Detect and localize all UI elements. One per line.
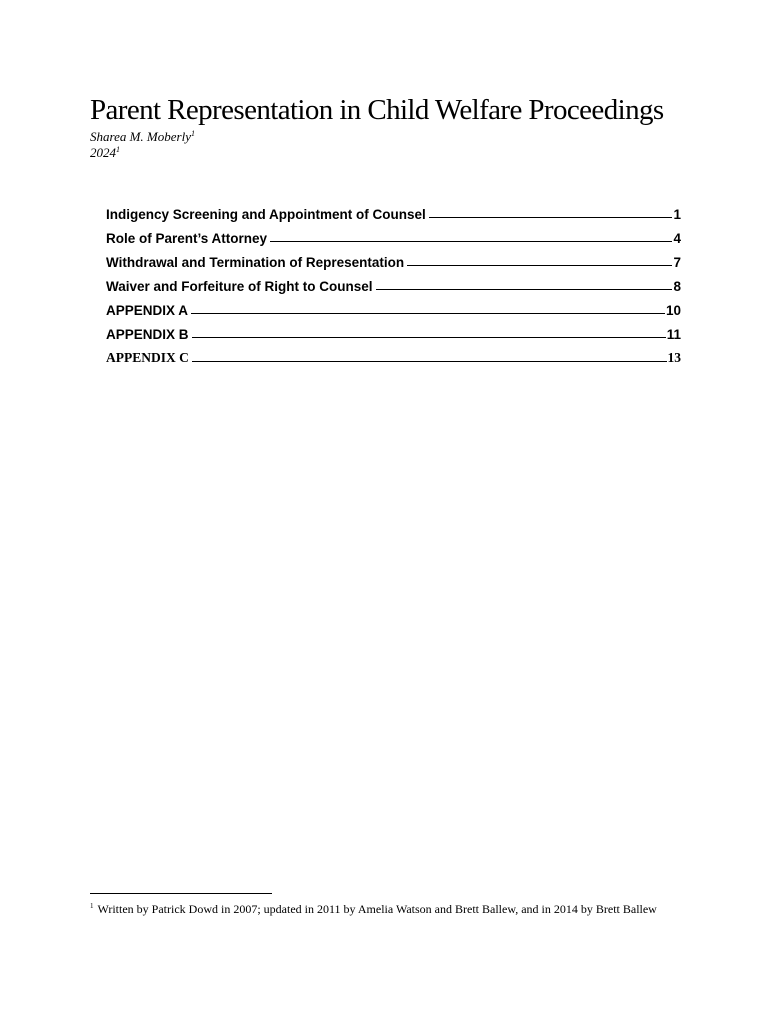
document-year: 2024 [90,145,116,160]
toc-entry-label: APPENDIX C [106,350,189,365]
author-line [90,129,195,144]
year-footnote-ref[interactable]: 1 [116,145,120,154]
toc-entry-page: 7 [673,255,681,270]
table-of-contents [106,198,681,366]
toc-leader-line [407,265,672,266]
year-line [90,145,120,160]
toc-entry-appendix-b[interactable] [106,318,681,342]
toc-entry-page: 1 [673,207,681,222]
footnote-text: Written by Patrick Dowd in 2007; updated in 2011 by Amelia Watson and Brett Ballew, and in 2014 by Brett Ballew [97,902,657,916]
footnote-separator [90,893,272,894]
toc-entry-appendix-a[interactable] [106,294,681,318]
toc-entry-page: 11 [666,327,681,342]
footnote-marker: 1 [90,902,94,910]
toc-leader-line [270,241,672,242]
toc-entry-label: APPENDIX B [106,327,189,342]
toc-entry-page: 13 [667,350,681,365]
toc-entry-page: 8 [673,279,681,294]
author-footnote-ref[interactable]: 1 [190,129,195,138]
toc-leader-line [192,361,667,362]
toc-entry-label: Indigency Screening and Appointment of Counsel [106,207,426,222]
toc-entry-label: Waiver and Forfeiture of Right to Counsel [106,279,373,294]
author-name: Sharea M. Moberly [90,129,191,144]
toc-entry-label: APPENDIX A [106,303,189,318]
toc-entry-page: 4 [673,231,681,246]
toc-entry-role-of-attorney[interactable] [106,222,681,246]
toc-entry-label: Withdrawal and Termination of Representation [106,255,405,270]
toc-entry-withdrawal[interactable] [106,246,681,270]
toc-leader-line [429,217,673,218]
toc-leader-line [192,337,666,338]
toc-entry-indigency-screening[interactable] [106,198,681,222]
footnote [90,901,670,917]
toc-entry-label: Role of Parent’s Attorney [106,231,268,246]
toc-entry-page: 10 [665,303,681,318]
toc-leader-line [376,289,673,290]
toc-entry-appendix-c[interactable] [106,342,681,366]
toc-leader-line [191,313,665,314]
toc-entry-waiver[interactable] [106,270,681,294]
document-title: Parent Representation in Child Welfare Proceedings [90,94,664,126]
